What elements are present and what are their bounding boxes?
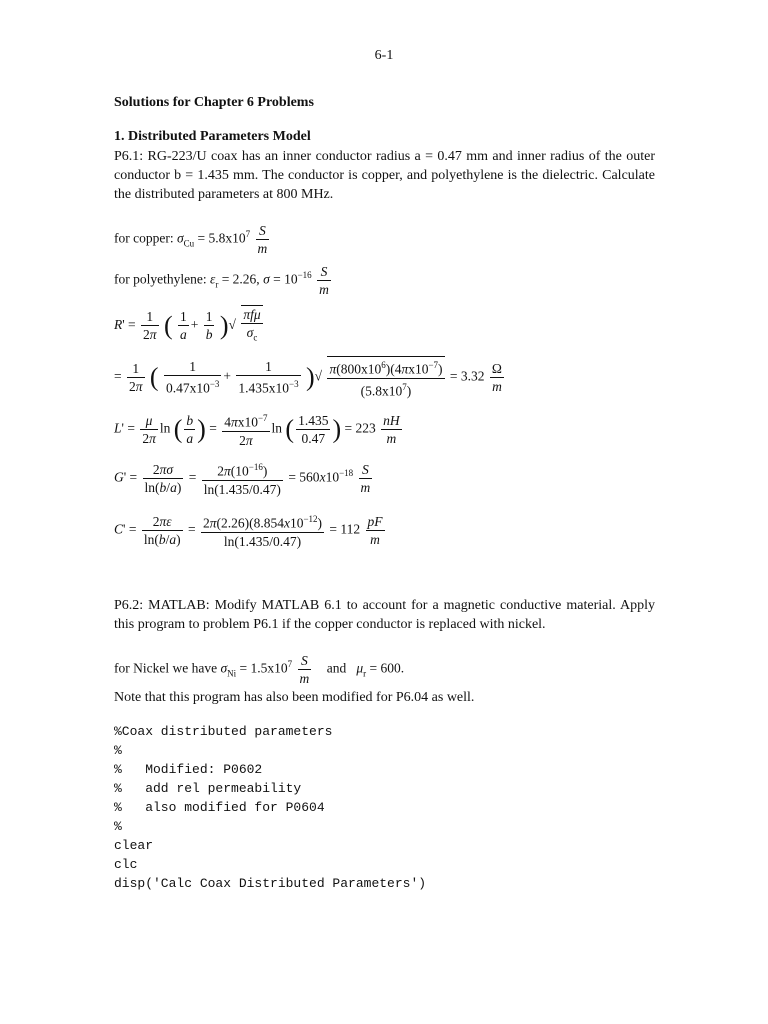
page-heading: Solutions for Chapter 6 Problems — [114, 95, 314, 110]
equation-L: L' = $\frac{\mu}{2\pi}$ ln ( $\frac{b}{a}$ ) = $\frac{4\pi x10^{-7}}{2\pi}$ ln ( $\frac{1.435}{0.47}$ ) = 223 $\frac{nH}{m}$ — [114, 410, 404, 449]
code-line: % — [114, 819, 122, 834]
code-line: % — [114, 743, 122, 758]
equation-C: C' = $\frac{2\pi\varepsilon}{\ln(b/a)}$ = $\frac{2\pi(2.26)(8.854x10^{-12})}{\ln(1.435/0.47)}$ = 112 $\frac{pF}{m}$ — [114, 511, 387, 550]
code-line: %Coax distributed parameters — [114, 724, 333, 739]
code-line: % also modified for P0604 — [114, 800, 325, 815]
code-line: clear — [114, 838, 154, 853]
equation-R-definition: R' = $\frac{1}{2\pi}$ ( $\frac{1}{a}$ + $\frac{1}{b}$ )√ $\frac{\text{πfμ}}{\sigma_c}$ — [114, 305, 265, 347]
matlab-code-block — [114, 722, 426, 893]
note-text: Note that this program has also been modified for P6.04 as well. — [114, 690, 475, 705]
code-line: disp('Calc Coax Distributed Parameters') — [114, 876, 427, 891]
page-number: 6-1 — [374, 48, 394, 63]
problem-6-1-text: P6.1: RG-223/U coax has an inner conductor radius a = 0.47 mm and inner radius of the outer conductor b = 1.435 mm. The conductor is copper, and polyethylene is the dielectric. Calculate the distributed parameters at 800 MHz. — [114, 149, 655, 202]
section-heading: 1. Distributed Parameters Model — [114, 129, 311, 144]
equation-copper: for copper: $\sigma_{Cu} = 5.8x10^7$ $\frac{S}{m}$ — [114, 223, 268, 256]
equation-nickel: for Nickel we have $\sigma_{Ni} = 1.5x10^7$ $\frac{S}{m}$ and $\mu_r = 600$. — [114, 653, 405, 686]
code-line: % Modified: P0602 — [114, 762, 263, 777]
code-line: clc — [114, 857, 138, 872]
equation-R-value: = $\frac{1}{2\pi}$ ( $\frac{1}{0.47x10^{-3}}$ + $\frac{1}{1.435x10^{-3}}$ )√ $\frac{\pi(800x10^6)(4\pi x10^{-7})}{(5.8x10^7)}$ = 3.32 $\frac{\Omega}{m}$ — [114, 356, 506, 399]
code-line: % add rel permeability — [114, 781, 302, 796]
problem-6-2-text: P6.2: MATLAB: Modify MATLAB 6.1 to account for a magnetic conductive material. Apply this program to problem P6.1 if the copper conductor is replaced with nickel. — [114, 598, 655, 632]
equation-polyethylene: for polyethylene: $\varepsilon_r = 2.26$, $\sigma = 10^{-16}$ $\frac{S}{m}$ — [114, 264, 329, 297]
equation-G: G' = $\frac{2\pi\sigma}{\ln(b/a)}$ = $\frac{2\pi(10^{-16})}{\ln(1.435/0.47)}$ = $560x10^{-18}$ $\frac{S}{m}$ — [114, 459, 374, 498]
